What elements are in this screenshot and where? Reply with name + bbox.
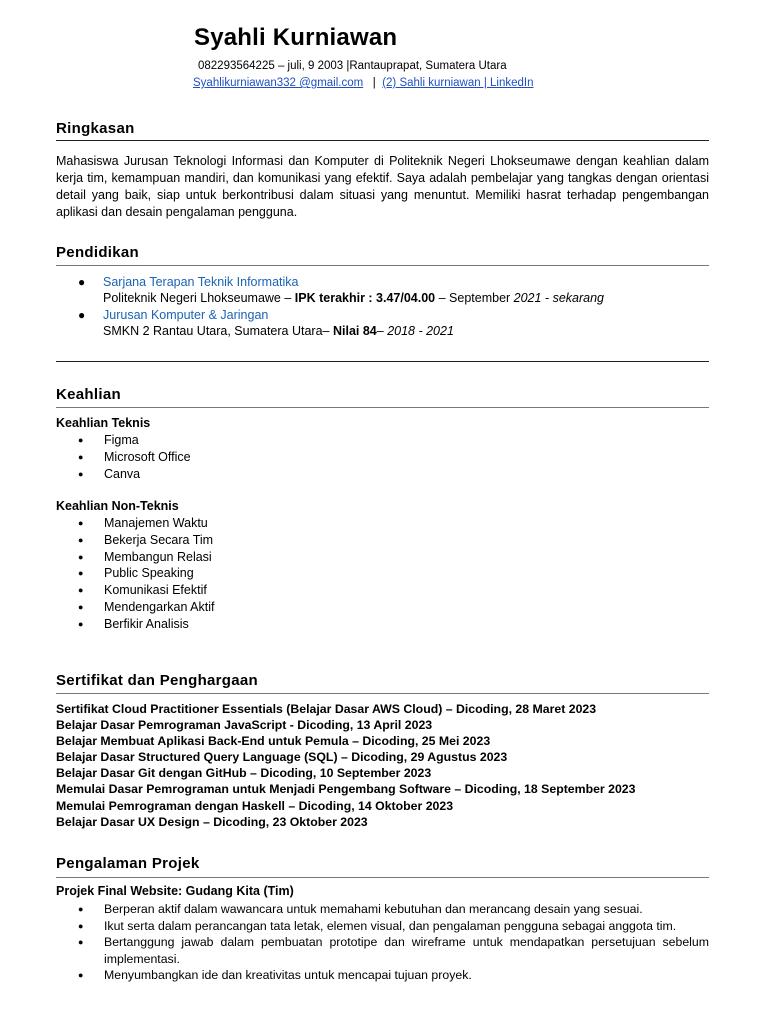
soft-skills-title: Keahlian Non-Teknis xyxy=(56,499,179,513)
list-item: Belajar Dasar Structured Query Language (SQL) – Dicoding, 29 Agustus 2023 xyxy=(56,750,508,765)
bullet-icon: ● xyxy=(78,275,86,289)
technical-skills-title: Keahlian Teknis xyxy=(56,416,151,430)
list-item: Memulai Dasar Pemrograman untuk Menjadi Pengembang Software – Dicoding, 18 September 2023 xyxy=(56,782,636,797)
education-degree: Jurusan Komputer & Jaringan xyxy=(103,308,269,322)
list-item: Belajar Dasar Pemrograman JavaScript - Dicoding, 13 April 2023 xyxy=(56,718,433,733)
projects-divider xyxy=(56,877,709,878)
contact-line: 082293564225 – juli, 9 2003 |Rantauprapat, Sumatera Utara xyxy=(198,60,507,72)
list-item: ● Berfikir Analisis xyxy=(56,616,215,633)
education-degree: Sarjana Terapan Teknik Informatika xyxy=(103,275,299,289)
summary-title: Ringkasan xyxy=(56,120,135,137)
list-item: ● Manajemen Waktu xyxy=(56,515,215,532)
list-item: ● Microsoft Office xyxy=(56,449,191,466)
list-item: Memulai Pemrograman dengan Haskell – Dicoding, 14 Oktober 2023 xyxy=(56,798,454,813)
list-item: ● Menyumbangkan ide dan kreativitas untuk mencapai tujuan proyek. xyxy=(56,967,709,984)
list-item: Belajar Dasar UX Design – Dicoding, 23 Oktober 2023 xyxy=(56,814,368,829)
summary-text: Mahasiswa Jurusan Teknologi Informasi dan Komputer di Politeknik Negeri Lhokseumawe dengan keahlian dalam kerja tim, kemampuan mandiri, dan komunikasi yang efektif. Saya adalah pembelajar yang tangkas dengan orientasi detail yang baik, siap untuk berkontribusi dalam situasi yang menuntut. Memiliki hasrat terhadap pengembangan aplikasi dan desain pengalaman pengguna. xyxy=(56,154,709,219)
education-title: Pendidikan xyxy=(56,244,140,261)
list-item: ● Komunikasi Efektif xyxy=(56,582,215,599)
list-item: Belajar Dasar Git dengan GitHub – Dicoding, 10 September 2023 xyxy=(56,766,432,781)
list-item: Belajar Membuat Aplikasi Back-End untuk Pemula – Dicoding, 25 Mei 2023 xyxy=(56,734,491,749)
list-item: ● Public Speaking xyxy=(56,565,215,582)
link-separator: | xyxy=(372,77,376,89)
list-item: ● Membangun Relasi xyxy=(56,549,215,566)
projects-title: Pengalaman Projek xyxy=(56,855,200,872)
technical-skills-list xyxy=(56,432,191,482)
education-list xyxy=(56,274,709,344)
linkedin-link[interactable]: (2) Sahli kurniawan | LinkedIn xyxy=(382,77,534,89)
list-item: ● Bekerja Secara Tim xyxy=(56,532,215,549)
certificates-title: Sertifikat dan Penghargaan xyxy=(56,672,259,689)
education-divider xyxy=(56,265,709,266)
list-item: ● Mendengarkan Aktif xyxy=(56,599,215,616)
education-detail: Politeknik Negeri Lhokseumawe – IPK terakhir : 3.47/04.00 – September 2021 - sekarang xyxy=(103,291,604,305)
education-detail: SMKN 2 Rantau Utara, Sumatera Utara– Nilai 84– 2018 - 2021 xyxy=(103,324,454,338)
candidate-name: Syahli Kurniawan xyxy=(194,24,398,51)
certificates-list xyxy=(56,701,636,830)
list-item: ● Bertanggung jawab dalam pembuatan prototipe dan wireframe untuk mendapatkan persetujuan sebelum implementasi. xyxy=(56,934,709,967)
skills-title: Keahlian xyxy=(56,386,121,403)
education-bottom-divider xyxy=(56,361,709,362)
project-responsibilities xyxy=(56,901,709,984)
list-item: ● Berperan aktif dalam wawancara untuk memahami kebutuhan dan merancang desain yang sesuai. xyxy=(56,901,709,918)
certificates-divider xyxy=(56,693,709,694)
soft-skills-list xyxy=(56,515,215,633)
contact-links xyxy=(193,77,534,89)
list-item: Sertifikat Cloud Practitioner Essentials (Belajar Dasar AWS Cloud) – Dicoding, 28 Maret 2023 xyxy=(56,702,597,716)
bullet-icon: ● xyxy=(78,308,86,322)
list-item: ● Ikut serta dalam perancangan tata letak, elemen visual, dan pengalaman pengguna sebagai anggota tim. xyxy=(56,918,709,935)
list-item: ● Canva xyxy=(56,466,191,483)
skills-divider xyxy=(56,407,709,408)
summary-divider xyxy=(56,140,709,141)
project-title: Projek Final Website: Gudang Kita (Tim) xyxy=(56,884,294,898)
list-item: ● Figma xyxy=(56,432,191,449)
email-link[interactable]: Syahlikurniawan332 @gmail.com xyxy=(193,77,364,89)
